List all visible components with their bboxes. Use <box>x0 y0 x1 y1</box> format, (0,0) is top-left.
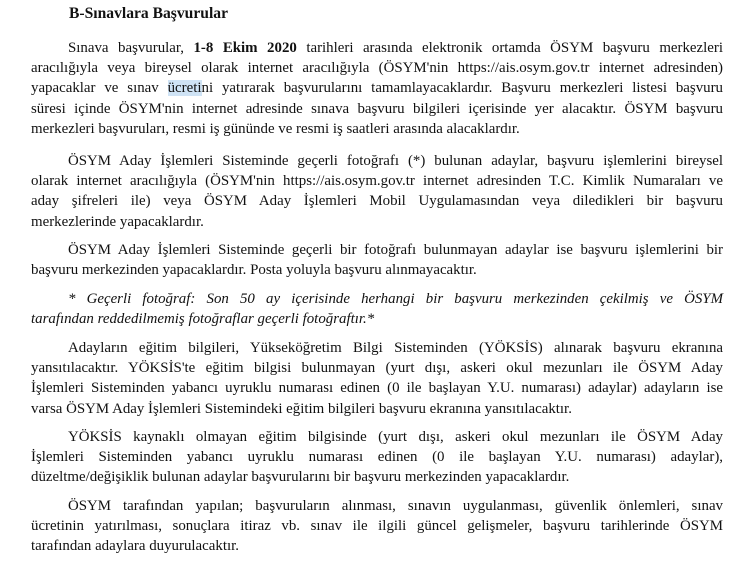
paragraph-line: YÖKSİS kaynaklı olmayan eğitim bilgisinde (yurt dışı, askeri okul mezunları ile ÖSYM Aday <box>68 429 723 445</box>
paragraph-line: düzeltme/değişiklik bulunan adaylar başvurularını bir başvuru merkezinden yapacaklardır. <box>31 469 570 486</box>
paragraph-line: yansıtılacaktır. YÖKSİS'te eğitim bilgisi bulunmayan (yurt dışı, askeri okul mezunları ile ÖSYM Aday <box>31 360 723 377</box>
paragraph-non-yoksis <box>31 427 723 488</box>
paragraph-line: aracılığıyla veya bireysel olarak internet aracılığıyla (ÖSYM'nin https://ais.osym.gov.tr internet adresinden) <box>31 60 723 77</box>
paragraph-line: ÖSYM Aday İşlemleri Sisteminde geçerli bir fotoğrafı bulunmayan adaylar ise başvuru işlemlerini bir <box>68 242 723 258</box>
paragraph-applications <box>31 38 723 139</box>
paragraph-line: merkezleri başvuruları, resmi iş gününde ve resmi iş saatleri arasında alacaklardır. <box>31 120 520 137</box>
paragraph-line: varsa ÖSYM Aday İşlemleri Sistemindeki eğitim bilgileri başvuru ekranına yansıtılacaktır. <box>31 400 572 417</box>
paragraph-line: olarak internet aracılığıyla (ÖSYM'nin https://ais.osym.gov.tr internet adresinden T.C. Kimlik Numaraları ve <box>31 173 723 190</box>
paragraph-announcements <box>31 496 723 557</box>
paragraph-line: Adayların eğitim bilgileri, Yükseköğretim Bilgi Sisteminden (YÖKSİS) alınarak başvuru ekranına <box>68 340 723 356</box>
application-dates: 1-8 Ekim 2020 <box>193 40 297 56</box>
text-run: ni yatırarak başvurularını tamamlayacaklardır. Başvuru merkezleri listesi başvuru <box>201 80 723 97</box>
paragraph-line: İşlemleri Sisteminden yabancı uyruklu numarası edinen (0 ile başlayan Y.U. numarası) adaylar), <box>31 449 723 466</box>
paragraph-line: başvuru merkezinden yapacaklardır. Posta yoluyla başvuru alınmayacaktır. <box>31 262 477 279</box>
text-run: yapacaklar ve sınav <box>31 80 168 97</box>
paragraph-photo-holders <box>31 151 723 232</box>
paragraph-line: tarafından reddedilmemiş fotoğraflar geçerli fotoğraftır.* <box>31 311 375 328</box>
paragraph-line: süresi içinde ÖSYM'nin internet adresinde sınava başvuru bilgileri içerisinde yer alacaktır. ÖSYM başvuru <box>31 100 723 117</box>
text-run: Sınava başvurular, <box>68 40 194 56</box>
paragraph-line: * Geçerli fotoğraf: Son 50 ay içerisinde herhangi bir başvuru merkezinden çekilmiş ve ÖSYM <box>68 291 723 307</box>
paragraph-education-info <box>31 338 723 419</box>
paragraph-line: ÖSYM Aday İşlemleri Sisteminde geçerli fotoğrafı (*) bulunan adaylar, başvuru işlemlerini bireysel <box>68 153 723 169</box>
paragraph-line: ücretinin yatırılması, sonuçlara itiraz vb. sınav ile ilgili güncel gelişmeler, başvuru tarihlerinde ÖSYM <box>31 518 723 535</box>
paragraph-line <box>31 78 723 98</box>
paragraph-line: ÖSYM tarafından yapılan; başvuruların alınması, sınavın uygulanması, güvenlik önlemleri, sınav <box>68 498 723 514</box>
text-selection-highlight[interactable]: ücreti <box>167 80 202 97</box>
photo-footnote <box>31 289 723 329</box>
text-run: tarihleri arasında elektronik ortamda ÖSYM başvuru merkezleri <box>296 40 723 56</box>
paragraph-line: merkezlerinde yapacaklardır. <box>31 213 204 230</box>
section-heading: B-Sınavlara Başvurular <box>69 5 228 22</box>
paragraph-line <box>31 38 723 58</box>
paragraph-line: aday şifreleri ile) veya ÖSYM Aday İşlemleri Mobil Uygulamasından veya diledikleri bir başvuru <box>31 193 723 210</box>
paragraph-line: İşlemleri Sisteminden yabancı uyruklu numarası edinen (0 ile başlayan Y.U. numarası) adaylar) adayların ise <box>31 380 723 397</box>
paragraph-line: tarafından adaylara duyurulacaktır. <box>31 538 239 555</box>
paragraph-no-photo <box>31 240 723 280</box>
